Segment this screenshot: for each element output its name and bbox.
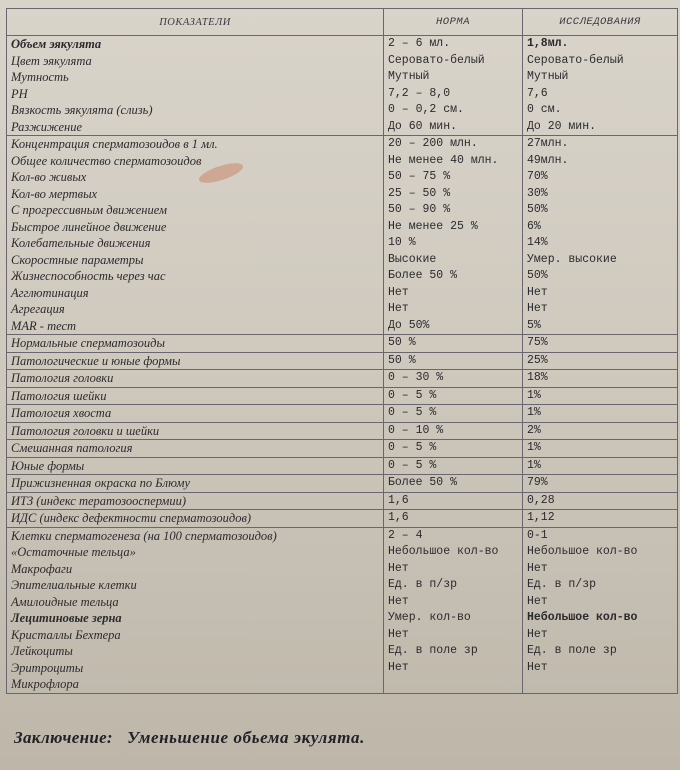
norm-value: Более 50 % xyxy=(384,268,523,285)
norm-value: 25 – 50 % xyxy=(384,186,523,203)
indicator-name: Разжижение xyxy=(7,119,384,136)
norm-value xyxy=(384,676,523,693)
result-value: Нет xyxy=(523,660,678,677)
result-value: 27млн. xyxy=(523,136,678,153)
table-row xyxy=(7,169,678,186)
norm-value: 1,6 xyxy=(384,492,523,510)
norm-value: Нет xyxy=(384,594,523,611)
norm-value: Нет xyxy=(384,301,523,318)
norm-value: Нет xyxy=(384,285,523,302)
indicator-name: Кол-во живых xyxy=(7,169,384,186)
indicator-name: Лейкоциты xyxy=(7,643,384,660)
indicator-name: Агрегация xyxy=(7,301,384,318)
header-indicators: ПОКАЗАТЕЛИ xyxy=(7,9,384,36)
norm-value: 20 – 200 млн. xyxy=(384,136,523,153)
result-value: 0,28 xyxy=(523,492,678,510)
indicator-name: Агглютинация xyxy=(7,285,384,302)
indicator-name: Юные формы xyxy=(7,457,384,475)
table-row xyxy=(7,219,678,236)
result-value: 1,8мл. xyxy=(523,36,678,53)
table-row xyxy=(7,544,678,561)
norm-value: 10 % xyxy=(384,235,523,252)
indicator-name: Патологические и юные формы xyxy=(7,352,384,370)
indicator-name: Патология шейки xyxy=(7,387,384,405)
norm-value: 0 – 30 % xyxy=(384,370,523,388)
result-value: Нет xyxy=(523,561,678,578)
indicator-name: Клетки сперматогенеза (на 100 сперматозоидов) xyxy=(7,527,384,544)
table-row xyxy=(7,577,678,594)
result-value: До 20 мин. xyxy=(523,119,678,136)
table-row xyxy=(7,457,678,475)
table-row xyxy=(7,561,678,578)
norm-value: Нет xyxy=(384,660,523,677)
norm-value: Высокие xyxy=(384,252,523,269)
norm-value: Ед. в п/зр xyxy=(384,577,523,594)
result-value: 50% xyxy=(523,268,678,285)
indicator-name: Вязкость эякулята (слизь) xyxy=(7,102,384,119)
norm-value: 50 % xyxy=(384,352,523,370)
indicator-name: Смешанная патология xyxy=(7,440,384,458)
table-row xyxy=(7,86,678,103)
table-row xyxy=(7,285,678,302)
result-value: Небольшое кол-во xyxy=(523,544,678,561)
norm-value: 0 – 5 % xyxy=(384,387,523,405)
result-value: 70% xyxy=(523,169,678,186)
table-row xyxy=(7,594,678,611)
table-row xyxy=(7,36,678,53)
norm-value: 50 – 90 % xyxy=(384,202,523,219)
indicator-name: Колебательные движения xyxy=(7,235,384,252)
conclusion-label: Заключение: xyxy=(14,728,113,747)
result-value: 49млн. xyxy=(523,153,678,170)
table-row xyxy=(7,186,678,203)
indicator-name: Цвет эякулята xyxy=(7,53,384,70)
indicator-name: Эритроциты xyxy=(7,660,384,677)
indicator-name: С прогрессивным движением xyxy=(7,202,384,219)
indicator-name: Жизнеспособность через час xyxy=(7,268,384,285)
result-value: 5% xyxy=(523,318,678,335)
table-row xyxy=(7,318,678,335)
norm-value: 0 – 5 % xyxy=(384,405,523,423)
result-value: Нет xyxy=(523,594,678,611)
norm-value: 0 – 5 % xyxy=(384,440,523,458)
table-row xyxy=(7,268,678,285)
norm-value: Нет xyxy=(384,561,523,578)
norm-value: 2 – 6 мл. xyxy=(384,36,523,53)
table-row xyxy=(7,153,678,170)
norm-value: Нет xyxy=(384,627,523,644)
result-value: 1% xyxy=(523,457,678,475)
result-value: 7,6 xyxy=(523,86,678,103)
norm-value: 50 – 75 % xyxy=(384,169,523,186)
table-row xyxy=(7,643,678,660)
indicator-name: Кол-во мертвых xyxy=(7,186,384,203)
indicator-name: Объем эякулята xyxy=(7,36,384,53)
table-row xyxy=(7,119,678,136)
norm-value: Более 50 % xyxy=(384,475,523,493)
result-value: 30% xyxy=(523,186,678,203)
conclusion xyxy=(14,728,365,748)
norm-value: 0 – 0,2 см. xyxy=(384,102,523,119)
table-row xyxy=(7,335,678,353)
table-row xyxy=(7,660,678,677)
indicator-name: Амилоидные тельца xyxy=(7,594,384,611)
table-row xyxy=(7,510,678,528)
norm-value: Умер. кол-во xyxy=(384,610,523,627)
results-table xyxy=(6,8,678,694)
table-row xyxy=(7,69,678,86)
indicator-name: Кристаллы Бехтера xyxy=(7,627,384,644)
indicator-name: PH xyxy=(7,86,384,103)
indicator-name: Макрофаги xyxy=(7,561,384,578)
indicator-name: «Остаточные тельца» xyxy=(7,544,384,561)
norm-value: До 50% xyxy=(384,318,523,335)
result-value: Ед. в поле зр xyxy=(523,643,678,660)
result-value: Серовато-белый xyxy=(523,53,678,70)
result-value: 6% xyxy=(523,219,678,236)
norm-value: Не менее 25 % xyxy=(384,219,523,236)
norm-value: Небольшое кол-во xyxy=(384,544,523,561)
result-value: 1% xyxy=(523,387,678,405)
table-row xyxy=(7,252,678,269)
table-row xyxy=(7,440,678,458)
indicator-name: Прижизненная окраска по Блюму xyxy=(7,475,384,493)
norm-value: 50 % xyxy=(384,335,523,353)
result-value: Умер. высокие xyxy=(523,252,678,269)
norm-value: 1,6 xyxy=(384,510,523,528)
table-row xyxy=(7,676,678,693)
result-value: 75% xyxy=(523,335,678,353)
indicator-name: Микрофлора xyxy=(7,676,384,693)
result-value: 0 см. xyxy=(523,102,678,119)
norm-value: До 60 мин. xyxy=(384,119,523,136)
result-value: 25% xyxy=(523,352,678,370)
table-row xyxy=(7,53,678,70)
header-result: ИССЛЕДОВАНИЯ xyxy=(523,9,678,36)
indicator-name: MAR - тест xyxy=(7,318,384,335)
norm-value: 7,2 – 8,0 xyxy=(384,86,523,103)
indicator-name: Патология хвоста xyxy=(7,405,384,423)
result-value: Мутный xyxy=(523,69,678,86)
indicator-name: Эпителиальные клетки xyxy=(7,577,384,594)
indicator-name: Патология головки и шейки xyxy=(7,422,384,440)
table-row xyxy=(7,301,678,318)
result-value: 1% xyxy=(523,405,678,423)
table-row xyxy=(7,202,678,219)
table-row xyxy=(7,527,678,544)
table-row xyxy=(7,370,678,388)
table-row xyxy=(7,235,678,252)
table-row xyxy=(7,387,678,405)
indicator-name: Общее количество сперматозоидов xyxy=(7,153,384,170)
result-value: 1% xyxy=(523,440,678,458)
norm-value: 2 – 4 xyxy=(384,527,523,544)
result-value: Нет xyxy=(523,627,678,644)
result-value: 2% xyxy=(523,422,678,440)
result-value: Небольшое кол-во xyxy=(523,610,678,627)
indicator-name: Быстрое линейное движение xyxy=(7,219,384,236)
norm-value: 0 – 5 % xyxy=(384,457,523,475)
table-header-row xyxy=(7,9,678,36)
result-value xyxy=(523,676,678,693)
result-value: 14% xyxy=(523,235,678,252)
conclusion-text: Уменьшение обьема экулята. xyxy=(127,728,366,747)
table-row xyxy=(7,102,678,119)
table-row xyxy=(7,475,678,493)
indicator-name: Лецитиновые зерна xyxy=(7,610,384,627)
table-row xyxy=(7,422,678,440)
indicator-name: ИТЗ (индекс тератозооспермии) xyxy=(7,492,384,510)
table-row xyxy=(7,352,678,370)
result-value: 1,12 xyxy=(523,510,678,528)
indicator-name: ИДС (индекс дефектности сперматозоидов) xyxy=(7,510,384,528)
result-value: 0-1 xyxy=(523,527,678,544)
result-value: Нет xyxy=(523,285,678,302)
table-row xyxy=(7,405,678,423)
indicator-name: Концентрация сперматозоидов в 1 мл. xyxy=(7,136,384,153)
indicator-name: Патология головки xyxy=(7,370,384,388)
result-value: 50% xyxy=(523,202,678,219)
result-value: 79% xyxy=(523,475,678,493)
indicator-name: Скоростные параметры xyxy=(7,252,384,269)
table-row xyxy=(7,627,678,644)
header-norm: НОРМА xyxy=(384,9,523,36)
result-value: Ед. в п/зр xyxy=(523,577,678,594)
norm-value: Серовато-белый xyxy=(384,53,523,70)
norm-value: Не менее 40 млн. xyxy=(384,153,523,170)
table-body xyxy=(7,36,678,694)
indicator-name: Нормальные сперматозоиды xyxy=(7,335,384,353)
table-row xyxy=(7,136,678,153)
norm-value: 0 – 10 % xyxy=(384,422,523,440)
result-value: 18% xyxy=(523,370,678,388)
norm-value: Ед. в поле зр xyxy=(384,643,523,660)
table-row xyxy=(7,492,678,510)
indicator-name: Мутность xyxy=(7,69,384,86)
norm-value: Мутный xyxy=(384,69,523,86)
table-row xyxy=(7,610,678,627)
result-value: Нет xyxy=(523,301,678,318)
